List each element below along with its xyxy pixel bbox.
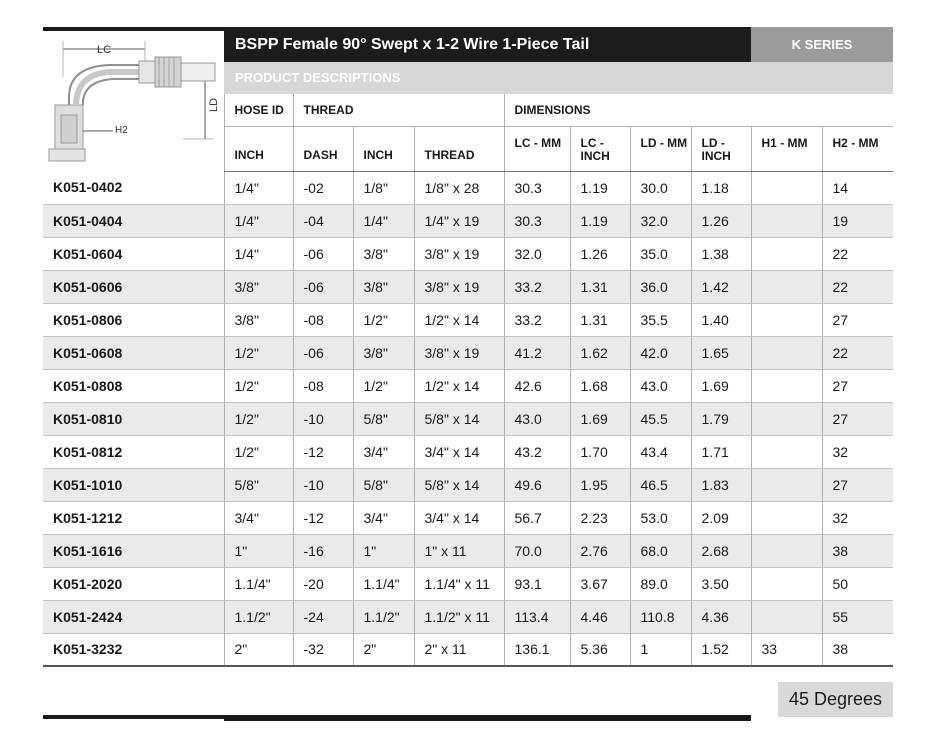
dash-cell: -06 (293, 237, 353, 270)
table-row (43, 402, 893, 435)
ld-label: LD (208, 97, 220, 113)
lc-mm-cell: 33.2 (504, 270, 570, 303)
lc-mm-cell: 70.0 (504, 534, 570, 567)
h1-mm-cell (751, 435, 822, 468)
h1-mm-cell (751, 303, 822, 336)
h2-mm-cell: 38 (822, 633, 893, 666)
hose-inch-cell: 5/8" (224, 468, 293, 501)
part-number-cell: K051-0402 (43, 171, 224, 204)
h2-mm-cell: 22 (822, 336, 893, 369)
ld-mm-cell: 68.0 (630, 534, 691, 567)
h1-mm-cell (751, 204, 822, 237)
table-row (43, 567, 893, 600)
ld-inch-cell: 2.68 (691, 534, 751, 567)
thread-cell: 3/4" x 14 (414, 501, 504, 534)
col-ld-mm: LD - MM (630, 126, 691, 171)
ld-mm-cell: 30.0 (630, 171, 691, 204)
ld-mm-cell: 89.0 (630, 567, 691, 600)
table-row (43, 534, 893, 567)
table-row (43, 600, 893, 633)
hose-inch-cell: 1.1/4" (224, 567, 293, 600)
ld-mm-cell: 53.0 (630, 501, 691, 534)
ld-inch-cell: 4.36 (691, 600, 751, 633)
ld-inch-cell: 1.69 (691, 369, 751, 402)
lc-mm-cell: 93.1 (504, 567, 570, 600)
ld-mm-cell: 35.5 (630, 303, 691, 336)
h1-mm-cell (751, 270, 822, 303)
thread-cell: 3/8" x 19 (414, 336, 504, 369)
thread-header: THREAD (293, 94, 504, 126)
part-number-cell: K051-1010 (43, 468, 224, 501)
ld-mm-cell: 32.0 (630, 204, 691, 237)
ld-inch-cell: 1.18 (691, 171, 751, 204)
thread-inch-cell: 1/4" (353, 204, 414, 237)
thread-cell: 1.1/2" x 11 (414, 600, 504, 633)
h2-mm-cell: 27 (822, 468, 893, 501)
hose-inch-cell: 3/8" (224, 270, 293, 303)
ld-mm-cell: 45.5 (630, 402, 691, 435)
part-number-cell: K051-3232 (43, 633, 224, 666)
diagram-cell (43, 94, 224, 126)
part-number-cell: K051-0404 (43, 204, 224, 237)
thread-inch-cell: 1/8" (353, 171, 414, 204)
dimensions-header: DIMENSIONS (504, 94, 893, 126)
ld-mm-cell: 43.0 (630, 369, 691, 402)
h2-mm-cell: 19 (822, 204, 893, 237)
lc-inch-cell: 1.31 (570, 303, 630, 336)
lc-inch-cell: 1.62 (570, 336, 630, 369)
lc-inch-cell: 2.76 (570, 534, 630, 567)
dash-cell: -06 (293, 336, 353, 369)
thread-cell: 3/4" x 14 (414, 435, 504, 468)
thread-inch-cell: 5/8" (353, 468, 414, 501)
col-lc-inch: LC - INCH (570, 126, 630, 171)
ld-inch-cell: 1.40 (691, 303, 751, 336)
hose-inch-cell: 3/4" (224, 501, 293, 534)
dash-cell: -06 (293, 270, 353, 303)
dash-cell: -12 (293, 501, 353, 534)
lc-inch-cell: 2.23 (570, 501, 630, 534)
hose-inch-cell: 1/2" (224, 435, 293, 468)
lc-label: LC (96, 44, 112, 56)
h1-mm-cell (751, 468, 822, 501)
ld-inch-cell: 2.09 (691, 501, 751, 534)
thread-cell: 1/8" x 28 (414, 171, 504, 204)
h1-mm-cell (751, 336, 822, 369)
h1-mm-cell (751, 600, 822, 633)
table-row (43, 270, 893, 303)
ld-mm-cell: 43.4 (630, 435, 691, 468)
lc-mm-cell: 56.7 (504, 501, 570, 534)
lc-inch-cell: 1.69 (570, 402, 630, 435)
lc-mm-cell: 32.0 (504, 237, 570, 270)
part-number-cell: K051-0806 (43, 303, 224, 336)
lc-mm-cell: 49.6 (504, 468, 570, 501)
h1-mm-cell (751, 402, 822, 435)
lc-inch-cell: 1.19 (570, 204, 630, 237)
hose-inch-cell: 1/4" (224, 237, 293, 270)
thread-inch-cell: 3/8" (353, 237, 414, 270)
lc-mm-cell: 33.2 (504, 303, 570, 336)
part-number-cell: K051-1616 (43, 534, 224, 567)
lc-inch-cell: 4.46 (570, 600, 630, 633)
table-row (43, 204, 893, 237)
diagram-cell (43, 126, 224, 171)
lc-inch-cell: 1.70 (570, 435, 630, 468)
h1-mm-cell (751, 171, 822, 204)
dash-cell: -10 (293, 468, 353, 501)
thread-inch-cell: 3/4" (353, 435, 414, 468)
bottom-rule (224, 715, 751, 721)
part-number-cell: K051-0606 (43, 270, 224, 303)
thread-inch-cell: 3/8" (353, 336, 414, 369)
bottom-rule-left (43, 715, 224, 719)
thread-cell: 5/8" x 14 (414, 402, 504, 435)
thread-inch-cell: 1/2" (353, 369, 414, 402)
lc-inch-cell: 1.26 (570, 237, 630, 270)
part-number-cell: K051-0812 (43, 435, 224, 468)
ld-mm-cell: 1 (630, 633, 691, 666)
product-title: BSPP Female 90° Swept x 1-2 Wire 1-Piece Tail (224, 27, 751, 62)
lc-mm-cell: 42.6 (504, 369, 570, 402)
spec-table (43, 94, 893, 667)
part-number-cell: K051-1212 (43, 501, 224, 534)
ld-inch-cell: 1.38 (691, 237, 751, 270)
part-number-cell: K051-0604 (43, 237, 224, 270)
part-number-cell: K051-2020 (43, 567, 224, 600)
table-row (43, 468, 893, 501)
lc-inch-cell: 1.68 (570, 369, 630, 402)
h2-mm-cell: 22 (822, 270, 893, 303)
hose-inch-cell: 2" (224, 633, 293, 666)
thread-cell: 1/2" x 14 (414, 303, 504, 336)
dash-cell: -20 (293, 567, 353, 600)
hose-inch-cell: 1.1/2" (224, 600, 293, 633)
ld-inch-cell: 1.52 (691, 633, 751, 666)
table-row (43, 435, 893, 468)
thread-inch-cell: 3/8" (353, 270, 414, 303)
thread-cell: 1.1/4" x 11 (414, 567, 504, 600)
thread-cell: 3/8" x 19 (414, 270, 504, 303)
dash-cell: -02 (293, 171, 353, 204)
table-row (43, 171, 893, 204)
thread-inch-cell: 1.1/2" (353, 600, 414, 633)
h1-mm-cell: 33 (751, 633, 822, 666)
hose-id-header: HOSE ID (224, 94, 293, 126)
thread-inch-cell: 5/8" (353, 402, 414, 435)
spec-table-body (43, 171, 893, 666)
h2-mm-cell: 27 (822, 402, 893, 435)
part-number-cell: K051-0808 (43, 369, 224, 402)
h2-label: H2 (115, 125, 128, 136)
dash-cell: -04 (293, 204, 353, 237)
lc-mm-cell: 43.0 (504, 402, 570, 435)
hose-inch-cell: 1/4" (224, 171, 293, 204)
col-h2-mm: H2 - MM (822, 126, 893, 171)
ld-inch-cell: 1.42 (691, 270, 751, 303)
ld-inch-cell: 1.79 (691, 402, 751, 435)
hose-inch-cell: 1/2" (224, 369, 293, 402)
thread-inch-cell: 1" (353, 534, 414, 567)
dash-cell: -10 (293, 402, 353, 435)
ld-mm-cell: 110.8 (630, 600, 691, 633)
hose-inch-cell: 1/2" (224, 402, 293, 435)
hose-inch-cell: 1" (224, 534, 293, 567)
lc-mm-cell: 30.3 (504, 204, 570, 237)
part-number-cell: K051-2424 (43, 600, 224, 633)
thread-inch-cell: 2" (353, 633, 414, 666)
dash-cell: -24 (293, 600, 353, 633)
dash-cell: -12 (293, 435, 353, 468)
thread-cell: 3/8" x 19 (414, 237, 504, 270)
h2-mm-cell: 55 (822, 600, 893, 633)
h2-mm-cell: 50 (822, 567, 893, 600)
lc-inch-cell: 1.19 (570, 171, 630, 204)
table-row (43, 369, 893, 402)
ld-inch-cell: 1.26 (691, 204, 751, 237)
h1-mm-cell (751, 237, 822, 270)
lc-mm-cell: 113.4 (504, 600, 570, 633)
lc-mm-cell: 30.3 (504, 171, 570, 204)
table-row (43, 303, 893, 336)
col-thread: THREAD (414, 126, 504, 171)
thread-cell: 1/2" x 14 (414, 369, 504, 402)
table-row (43, 501, 893, 534)
lc-mm-cell: 136.1 (504, 633, 570, 666)
ld-inch-cell: 1.65 (691, 336, 751, 369)
hose-inch-cell: 1/4" (224, 204, 293, 237)
col-thread-inch: INCH (353, 126, 414, 171)
h2-mm-cell: 14 (822, 171, 893, 204)
lc-inch-cell: 5.36 (570, 633, 630, 666)
thread-inch-cell: 3/4" (353, 501, 414, 534)
h2-mm-cell: 27 (822, 369, 893, 402)
thread-cell: 5/8" x 14 (414, 468, 504, 501)
ld-inch-cell: 1.83 (691, 468, 751, 501)
dash-cell: -32 (293, 633, 353, 666)
thread-inch-cell: 1/2" (353, 303, 414, 336)
lc-inch-cell: 1.95 (570, 468, 630, 501)
h1-mm-cell (751, 534, 822, 567)
lc-inch-cell: 1.31 (570, 270, 630, 303)
h2-mm-cell: 27 (822, 303, 893, 336)
hose-inch-cell: 1/2" (224, 336, 293, 369)
thread-cell: 1/4" x 19 (414, 204, 504, 237)
ld-mm-cell: 46.5 (630, 468, 691, 501)
dash-cell: -08 (293, 369, 353, 402)
h1-mm-cell (751, 369, 822, 402)
table-row (43, 633, 893, 666)
h2-mm-cell: 22 (822, 237, 893, 270)
table-row (43, 336, 893, 369)
ld-mm-cell: 36.0 (630, 270, 691, 303)
h2-mm-cell: 32 (822, 435, 893, 468)
angle-badge: 45 Degrees (778, 682, 893, 717)
ld-inch-cell: 3.50 (691, 567, 751, 600)
dash-cell: -16 (293, 534, 353, 567)
section-label: PRODUCT DESCRIPTIONS (224, 62, 893, 94)
col-lc-mm: LC - MM (504, 126, 570, 171)
table-row (43, 237, 893, 270)
h2-mm-cell: 38 (822, 534, 893, 567)
ld-mm-cell: 42.0 (630, 336, 691, 369)
part-number-cell: K051-0810 (43, 402, 224, 435)
thread-inch-cell: 1.1/4" (353, 567, 414, 600)
h2-mm-cell: 32 (822, 501, 893, 534)
lc-inch-cell: 3.67 (570, 567, 630, 600)
ld-inch-cell: 1.71 (691, 435, 751, 468)
lc-mm-cell: 43.2 (504, 435, 570, 468)
dash-cell: -08 (293, 303, 353, 336)
lc-mm-cell: 41.2 (504, 336, 570, 369)
h1-mm-cell (751, 501, 822, 534)
col-hose-inch: INCH (224, 126, 293, 171)
h1-mm-cell (751, 567, 822, 600)
col-dash: DASH (293, 126, 353, 171)
col-ld-inch: LD - INCH (691, 126, 751, 171)
series-badge: K SERIES (751, 27, 893, 62)
ld-mm-cell: 35.0 (630, 237, 691, 270)
hose-inch-cell: 3/8" (224, 303, 293, 336)
col-h1-mm: H1 - MM (751, 126, 822, 171)
thread-cell: 2" x 11 (414, 633, 504, 666)
thread-cell: 1" x 11 (414, 534, 504, 567)
part-number-cell: K051-0608 (43, 336, 224, 369)
